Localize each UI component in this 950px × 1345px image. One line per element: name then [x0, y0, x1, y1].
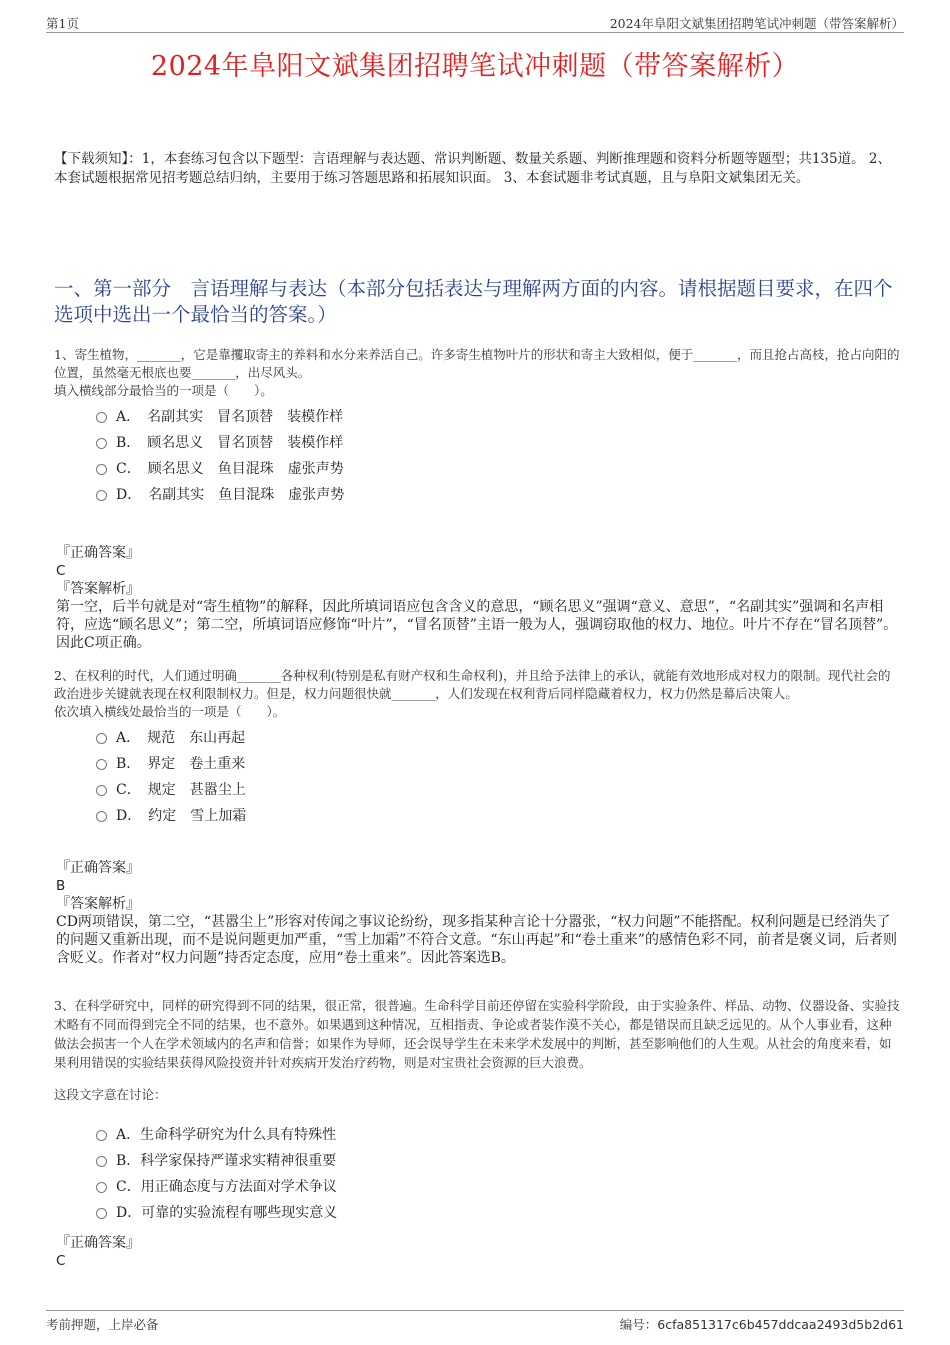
answer-label: 『正确答案』 — [56, 545, 140, 561]
answer-value: C — [56, 1253, 66, 1269]
option-label: C． 顾名思义 鱼目混珠 虚张声势 — [116, 461, 344, 477]
option-a[interactable] — [96, 404, 900, 430]
option-a[interactable] — [96, 1122, 900, 1148]
option-a[interactable] — [96, 725, 900, 751]
answer-label: 『正确答案』 — [56, 1235, 140, 1251]
footer-slogan: 考前押题，上岸必备 — [46, 1317, 159, 1332]
page-number: 第1页 — [46, 16, 79, 31]
option-label: D． 名副其实 鱼目混珠 虚张声势 — [116, 487, 345, 503]
question-2 — [54, 667, 900, 967]
radio-icon[interactable] — [96, 1130, 107, 1141]
explanation-label: 『答案解析』 — [56, 581, 140, 597]
option-d[interactable] — [96, 803, 900, 829]
explanation-label: 『答案解析』 — [56, 896, 140, 912]
radio-icon[interactable] — [96, 811, 107, 822]
option-b[interactable] — [96, 1148, 900, 1174]
radio-icon[interactable] — [96, 759, 107, 770]
answer-block — [56, 859, 900, 913]
option-c[interactable] — [96, 777, 900, 803]
radio-icon[interactable] — [96, 1156, 107, 1167]
option-c[interactable] — [96, 1174, 900, 1200]
question-text: 1、寄生植物，_______，它是靠攫取寄主的养料和水分来养活自己。许多寄生植物叶片的形状和寄主大致相似，便于_______，而且抢占高枝，抢占向阳的位置，虽然毫无根底也要_______，出尽风头。 — [54, 347, 900, 380]
footer-code-label: 编号： — [619, 1317, 658, 1332]
option-label: A．生命科学研究为什么具有特殊性 — [116, 1127, 337, 1143]
question-prompt: 这段文字意在讨论： — [54, 1087, 167, 1102]
question-1 — [54, 346, 900, 652]
option-list — [96, 725, 900, 829]
answer-block — [56, 544, 900, 598]
option-list — [96, 404, 900, 508]
option-label: B．科学家保持严谨求实精神很重要 — [116, 1153, 337, 1169]
option-label: B． 顾名思义 冒名顶替 装模作样 — [116, 435, 344, 451]
option-d[interactable] — [96, 482, 900, 508]
option-label: B． 界定 卷土重来 — [116, 756, 246, 772]
question-text: 2、在权利的时代，人们通过明确_______各种权利(特别是私有财产权和生命权利)，并且给予法律上的承认，就能有效地形成对权力的限制。现代社会的政治进步关键就表现在权利限制权力。但是，权力问题很快就_______，人们发现在权利背后同样隐藏着权力，权力仍然是幕后决策人。 — [54, 668, 891, 701]
answer-value: C — [56, 563, 66, 579]
option-c[interactable] — [96, 456, 900, 482]
question-3 — [54, 996, 900, 1270]
radio-icon[interactable] — [96, 1182, 107, 1193]
section-title: 一、第一部分 言语理解与表达（本部分包括表达与理解两方面的内容。请根据题目要求，在四个选项中选出一个最恰当的答案。） — [54, 277, 893, 326]
radio-icon[interactable] — [96, 490, 107, 501]
radio-icon[interactable] — [96, 464, 107, 475]
radio-icon[interactable] — [96, 412, 107, 423]
answer-value: B — [56, 878, 66, 894]
answer-label: 『正确答案』 — [56, 860, 140, 876]
explanation-text: 第一空，后半句就是对“寄生植物”的解释，因此所填词语应包含含义的意思，“顾名思义”强调“意义、意思”，“名副其实”强调和名声相符，应选“顾名思义”；第二空，所填词语应修饰“叶片”，“冒名顶替”主语一般为人，强调窃取他的权力、地位。叶片不存在“冒名顶替”。因此C项正确。 — [56, 599, 898, 651]
radio-icon[interactable] — [96, 1208, 107, 1219]
page-footer — [46, 1310, 904, 1331]
footer-code — [620, 1315, 904, 1333]
page-header — [46, 12, 904, 33]
option-label: A． 名副其实 冒名顶替 装模作样 — [116, 409, 344, 425]
option-b[interactable] — [96, 751, 900, 777]
question-text: 3、在科学研究中，同样的研究得到不同的结果，很正常，很普遍。生命科学目前还停留在实验科学阶段，由于实验条件、样品、动物、仪器设备、实验技术略有不同而得到完全不同的结果，也不意外。如果遇到这种情况，互相指责、争论或者装作漠不关心，都是错误而且缺乏远见的。从个人事业看，这种做法会损害一个人在学术领域内的名声和信誉；如果作为导师，还会误导学生在未来学术发展中的判断，甚至影响他们的人生观。从社会的角度来看，如果利用错误的实验结果获得风险投资并针对疾病开发治疗药物，则是对宝贵社会资源的巨大浪费。 — [54, 998, 900, 1070]
option-label: C． 规定 甚嚣尘上 — [116, 782, 246, 798]
footer-code-value: 6cfa851317c6b457ddcaa2493d5b2d61 — [657, 1317, 904, 1332]
option-label: D．可靠的实验流程有哪些现实意义 — [116, 1205, 338, 1221]
document-title: 2024年阜阳文斌集团招聘笔试冲刺题（带答案解析） — [150, 51, 800, 82]
option-d[interactable] — [96, 1200, 900, 1226]
explanation-text: CD两项错误，第二空，“甚嚣尘上”形容对传闻之事议论纷纷，现多指某种言论十分嚣张，“权力问题”不能搭配。权利问题是已经消失了的问题又重新出现，而不是说问题更加严重，“雪上加霜”不符合文意。“东山再起”和“卷土重来”的感情色彩不同，前者是褒义词，后者则含贬义。作者对“权力问题”持否定态度，应用“卷土重来”。因此答案选B。 — [56, 914, 897, 966]
option-b[interactable] — [96, 430, 900, 456]
radio-icon[interactable] — [96, 438, 107, 449]
option-label: D． 约定 雪上加霜 — [116, 808, 247, 824]
option-list — [96, 1122, 900, 1226]
header-doc-title: 2024年阜阳文斌集团招聘笔试冲刺题（带答案解析） — [609, 16, 904, 31]
question-prompt: 依次填入横线处最恰当的一项是（ ）。 — [54, 704, 286, 719]
radio-icon[interactable] — [96, 733, 107, 744]
option-label: A． 规范 东山再起 — [116, 730, 246, 746]
answer-block — [56, 1234, 900, 1270]
question-prompt: 填入横线部分最恰当的一项是（ ）。 — [54, 383, 273, 398]
radio-icon[interactable] — [96, 785, 107, 796]
download-notice: 【下载须知】：1，本套练习包含以下题型：言语理解与表达题、常识判断题、数量关系题、判断推理题和资料分析题等题型；共135道。 2、本套试题根据常见招考题总结归纳，主要用于练习答题思路和拓展知识面。 3、本套试题非考试真题，且与阜阳文斌集团无关。 — [54, 151, 891, 186]
option-label: C．用正确态度与方法面对学术争议 — [116, 1179, 337, 1195]
